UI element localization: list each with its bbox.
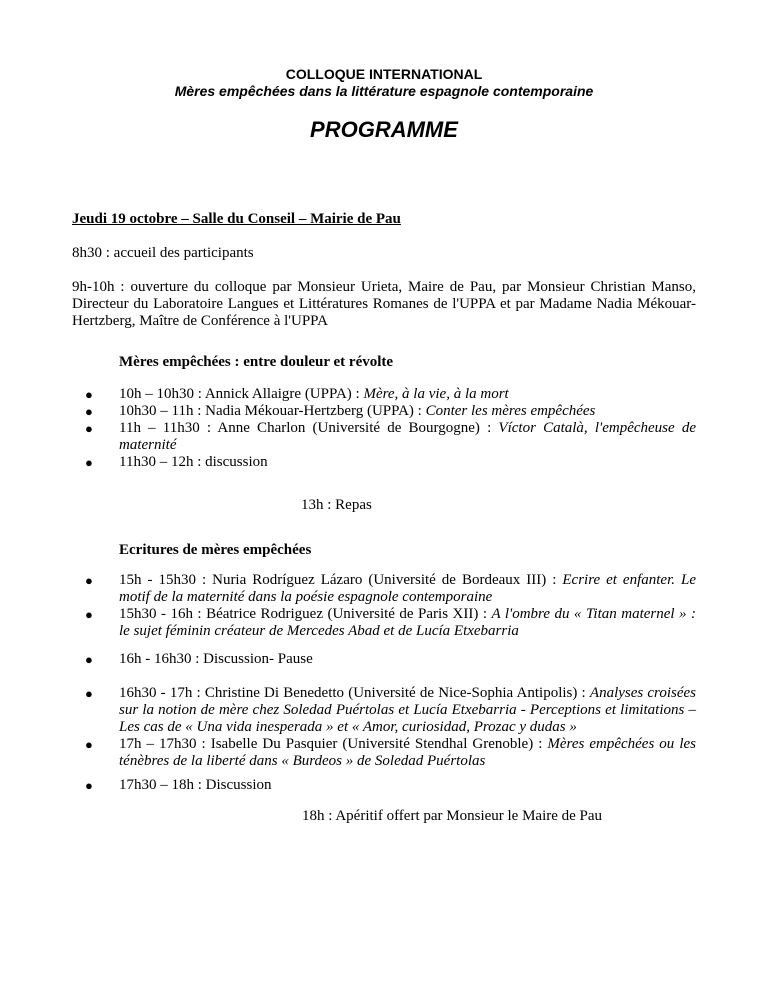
aperitif-line: 18h : Apéritif offert par Monsieur le Maire de Pau — [302, 808, 603, 824]
item-title: Conter les mères empêchées — [425, 403, 596, 419]
list-item — [85, 685, 697, 736]
item-text: 11h30 – 12h : discussion — [119, 454, 268, 470]
list-item — [85, 454, 696, 471]
bullet-icon: ● — [85, 387, 93, 402]
item-text: 16h30 - 17h : Christine Di Benedetto (Université de Nice-Sophia Antipolis) : — [119, 685, 590, 701]
bullet-icon: ● — [85, 573, 93, 588]
session-1-title: Mères empêchées : entre douleur et révolte — [119, 354, 394, 370]
bullet-icon: ● — [85, 686, 93, 701]
item-title: Víctor Català, l'empêcheuse de maternité — [119, 420, 697, 453]
item-title: Mère, à la vie, à la mort — [363, 386, 509, 402]
bullet-icon: ● — [85, 404, 93, 419]
session-2-title: Ecritures de mères empêchées — [119, 542, 312, 558]
colloque-title: COLLOQUE INTERNATIONAL — [285, 66, 483, 82]
bullet-icon: ● — [85, 421, 93, 436]
list-item — [85, 651, 696, 668]
ouverture-paragraph: 9h-10h : ouverture du colloque par Monsieur Urieta, Maire de Pau, par Monsieur Christian Manso, Directeur du Laboratoire Langues et Littératures Romanes de l'UPPA et par Madame Nadia Mékouar-Hertzberg, Maître de Conférence à l'UPPA — [72, 279, 696, 329]
list-item — [85, 736, 696, 770]
list-item — [85, 777, 696, 794]
item-title: Analyses croisées sur la notion de mère chez Soledad Puértolas et Lucía Etxebarria - Perceptions et limitations – Les cas de « Una vida inesperada » et « Amor, curiosidad, Prozac y dudas » — [119, 685, 697, 735]
programme-heading: PROGRAMME — [310, 117, 458, 142]
bullet-icon: ● — [85, 607, 93, 622]
day-heading: Jeudi 19 octobre – Salle du Conseil – Mairie de Pau — [72, 211, 401, 227]
list-item — [85, 386, 696, 403]
item-text: 17h30 – 18h : Discussion — [119, 777, 272, 793]
repas-line: 13h : Repas — [301, 497, 372, 513]
session-2-list-a — [85, 572, 697, 640]
item-title: Ecrire et enfanter. Le motif de la maternité dans la poésie espagnole contemporaine — [119, 572, 696, 605]
item-text: 15h30 - 16h : Béatrice Rodriguez (Université de Paris XII) : — [119, 606, 492, 622]
bullet-icon: ● — [85, 778, 93, 793]
item-text: 16h - 16h30 : Discussion- Pause — [119, 651, 313, 667]
item-text: 10h30 – 11h : Nadia Mékouar-Hertzberg (UPPA) : — [119, 403, 426, 419]
item-text: 17h – 17h30 : Isabelle Du Pasquier (Université Stendhal Grenoble) : — [119, 736, 548, 752]
list-item — [85, 420, 697, 454]
accueil-line: 8h30 : accueil des participants — [72, 245, 254, 261]
session-2-list-b — [85, 685, 697, 770]
session-2-discussion — [85, 777, 696, 794]
bullet-icon: ● — [85, 737, 93, 752]
list-item — [85, 572, 696, 606]
item-text: 11h – 11h30 : Anne Charlon (Université de Bourgogne) : — [119, 420, 499, 436]
bullet-icon: ● — [85, 455, 93, 470]
item-text: 15h - 15h30 : Nuria Rodríguez Lázaro (Université de Bordeaux III) : — [119, 572, 563, 588]
colloque-subtitle: Mères empêchées dans la littérature espagnole contemporaine — [174, 83, 594, 99]
item-text: 10h – 10h30 : Annick Allaigre (UPPA) : — [119, 386, 364, 402]
session-2-pause — [85, 651, 696, 668]
item-title: Mères empêchées ou les ténèbres de la liberté dans « Burdeos » de Soledad Puértolas — [119, 736, 696, 769]
bullet-icon: ● — [85, 652, 93, 667]
list-item — [85, 606, 697, 640]
list-item — [85, 403, 696, 420]
header — [0, 66, 768, 100]
item-title: A l'ombre du « Titan maternel » : le sujet féminin créateur de Mercedes Abad et de Lucía Etxebarria — [119, 606, 697, 639]
session-1-list — [85, 386, 697, 471]
